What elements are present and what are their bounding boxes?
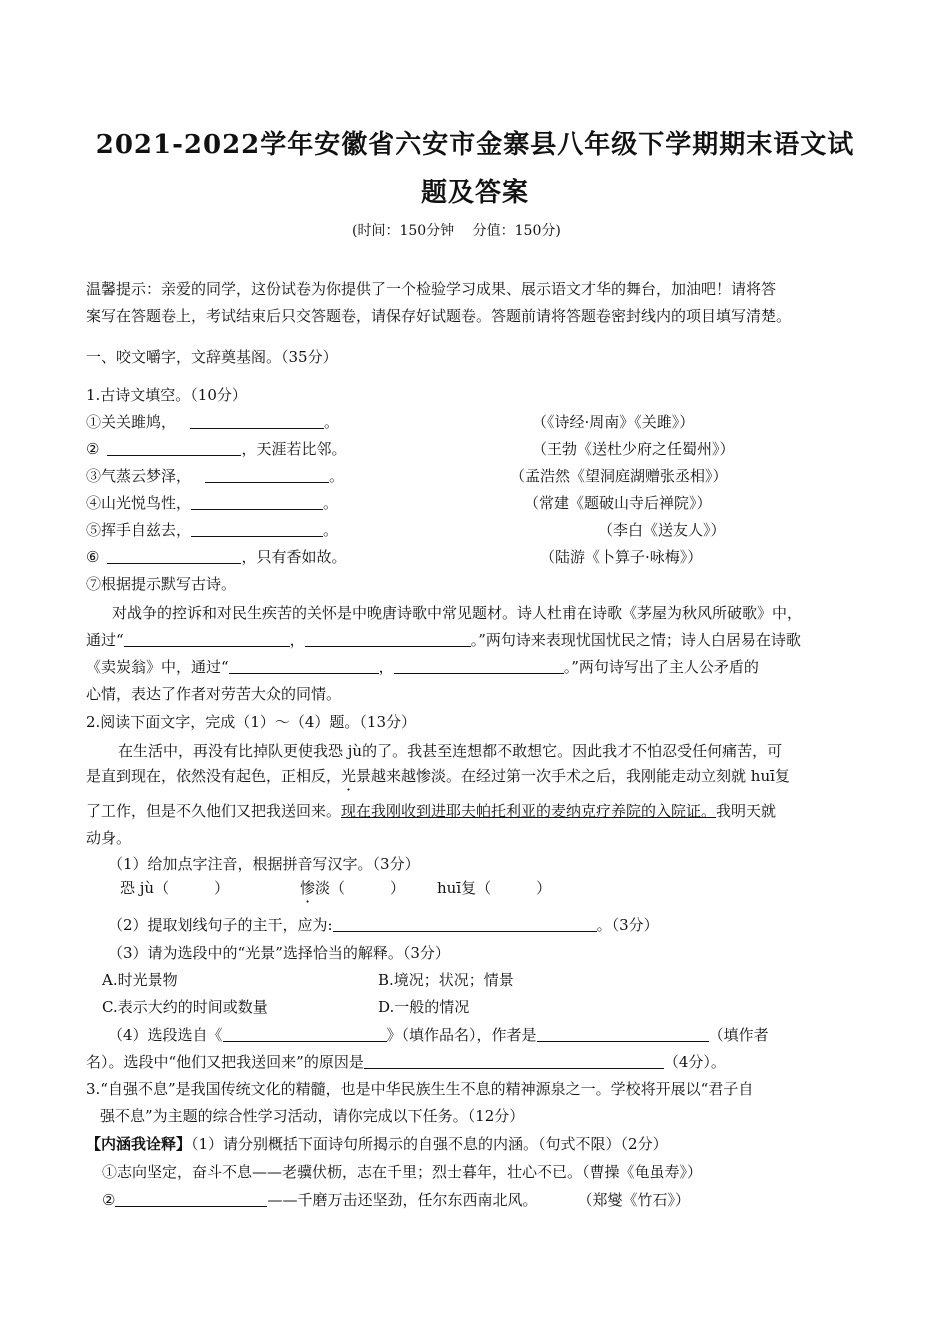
sub-question: （2）提取划线句子的主干，应为: 。（3分） xyxy=(108,916,659,934)
answer-blank[interactable] xyxy=(191,520,323,537)
answer-blank[interactable] xyxy=(191,493,323,510)
poem-item: ④山光悦鸟性， 。 xyxy=(86,494,339,512)
poem-source: （常建《题破山寺后禅院》） xyxy=(524,494,712,512)
poem-source: （《诗经·周南》《关雎》） xyxy=(532,413,695,431)
poem-item: ⑤挥手自兹去， 。 xyxy=(86,521,339,539)
sub-question: （1）给加点字注音，根据拼音写汉字。（3分） xyxy=(108,855,420,873)
poem-item: ①关关雎鸠， 。 xyxy=(86,413,340,431)
question-title: 强不息”为主题的综合性学习活动，请你完成以下任务。（12分） xyxy=(100,1107,525,1125)
option-a[interactable]: A.时光景物 xyxy=(102,971,178,989)
answer-blank[interactable] xyxy=(333,915,597,932)
answer-blank[interactable] xyxy=(190,412,324,429)
poem-item: ③气蒸云梦泽， 。 xyxy=(86,467,345,485)
paragraph-line: 《卖炭翁》中，通过“ ， 。”两句诗写出了主人公矛盾的 xyxy=(86,658,759,676)
section-heading: 一、咬文嚼字，文辞奠基阁。（35分） xyxy=(86,348,338,366)
answer-item[interactable]: huī复（ ） xyxy=(437,879,552,897)
passage-line: 了工作，但是不久他们又把我送回来。现在我刚收到进耶夫帕托利亚的麦纳克疗养院的入院证。我明天就 xyxy=(86,802,777,820)
paragraph-line: 对战争的控诉和对民生疾苦的关怀是中晚唐诗歌中常见题材。诗人杜甫在诗歌《茅屋为秋风所破歌》中， xyxy=(112,604,803,622)
question-title: ⑦根据提示默写古诗。 xyxy=(86,575,237,593)
passage-line: 在生活中，再没有比掉队更使我恐 jù的了。我甚至连想都不敢想它。因此我才不怕忍受任何痛苦，可 xyxy=(118,742,783,760)
sub-question: （4）选段选自《 》（填作品名），作者是 （填作者 xyxy=(108,1026,769,1044)
passage-line: 动身。 xyxy=(86,829,132,847)
paragraph-line: 通过“ ， 。”两句诗来表现忧国忧民之情；诗人白居易在诗歌 xyxy=(86,631,801,649)
sub-question: 名）。选段中“他们又把我送回来”的原因是 （4分）。 xyxy=(86,1053,726,1071)
poem-source: （孟浩然《望洞庭湖赠张丞相》） xyxy=(510,467,728,485)
answer-item[interactable]: 恐 jù（ ） xyxy=(120,879,230,897)
sub-question: 【内涵我诠释】（1）请分别概括下面诗句所揭示的自强不息的内涵。（句式不限）（2分） xyxy=(86,1135,668,1153)
question-title: 2.阅读下面文字，完成（1）～（4）题。（13分） xyxy=(86,713,416,731)
time-info: (时间：150分钟 分值：150分) xyxy=(352,223,561,239)
answer-blank[interactable] xyxy=(107,547,241,564)
answer-blank[interactable] xyxy=(115,1190,267,1207)
exam-title: 2021-2022学年安徽省六安市金寨县八年级下学期期末语文试 xyxy=(95,130,855,160)
poem-source: （李白《送友人》） xyxy=(598,521,726,539)
poem-item: ⑥ ，只有香如故。 xyxy=(86,548,347,566)
answer-blank[interactable] xyxy=(394,657,564,674)
underlined-sentence: 现在我刚收到进耶夫帕托利亚的麦纳克疗养院的入院证。 xyxy=(341,802,717,820)
answer-blank[interactable] xyxy=(107,439,241,456)
paragraph-line: 心情，表达了作者对劳苦大众的同情。 xyxy=(86,685,342,703)
question-title: 1.古诗文填空。（10分） xyxy=(86,386,247,404)
section-tag: 【内涵我诠释】 xyxy=(86,1135,192,1153)
answer-blank[interactable] xyxy=(364,1052,664,1069)
passage-line: 是直到现在，依然没有起色，正相反，光景越来越惨淡。在经过第一次手术之后，我刚能走动立刻就 huī复 xyxy=(86,767,790,785)
answer-blank[interactable] xyxy=(223,1025,387,1042)
answer-item: ①志向坚定，奋斗不息——老骥伏枥，志在千里；烈士暮年，壮心不已。（曹操《龟虽寿》） xyxy=(102,1163,703,1181)
question-title: 3.“自强不息”是我国传统文化的精髓，也是中华民族生生不息的精神源泉之一。学校将开展以“君子自 xyxy=(86,1080,754,1098)
option-d[interactable]: D.一般的情况 xyxy=(378,998,470,1016)
tip-line: 案写在答题卷上，考试结束后只交答题卷，请保存好试题卷。答题前请将答题卷密封线内的项目填写清楚。 xyxy=(86,307,792,325)
answer-blank[interactable] xyxy=(305,630,471,647)
answer-blank[interactable] xyxy=(205,466,329,483)
poem-item: ② ，天涯若比邻。 xyxy=(86,440,347,458)
poem-source: （陆游《卜算子·咏梅》） xyxy=(540,548,703,566)
option-b[interactable]: B.境况；状况；情景 xyxy=(378,971,514,989)
tip-line: 温馨提示：亲爱的同学，这份试卷为你提供了一个检验学习成果、展示语文才华的舞台，加油吧！请将答 xyxy=(86,280,777,298)
poem-source: （王勃《送杜少府之任蜀州》） xyxy=(532,440,735,458)
answer-blank[interactable] xyxy=(124,630,290,647)
answer-item: ② ——千磨万击还坚劲，任尔东西南北风。 （郑燮《竹石》） xyxy=(102,1191,690,1209)
option-c[interactable]: C.表示大约的时间或数量 xyxy=(102,998,268,1016)
answer-item[interactable]: 惨淡（ ） xyxy=(300,879,406,897)
answer-blank[interactable] xyxy=(229,657,379,674)
answer-blank[interactable] xyxy=(537,1025,709,1042)
exam-title-cont: 题及答案 xyxy=(420,178,529,208)
sub-question: （3）请为选段中的“光景”选择恰当的解释。（3分） xyxy=(108,944,450,962)
